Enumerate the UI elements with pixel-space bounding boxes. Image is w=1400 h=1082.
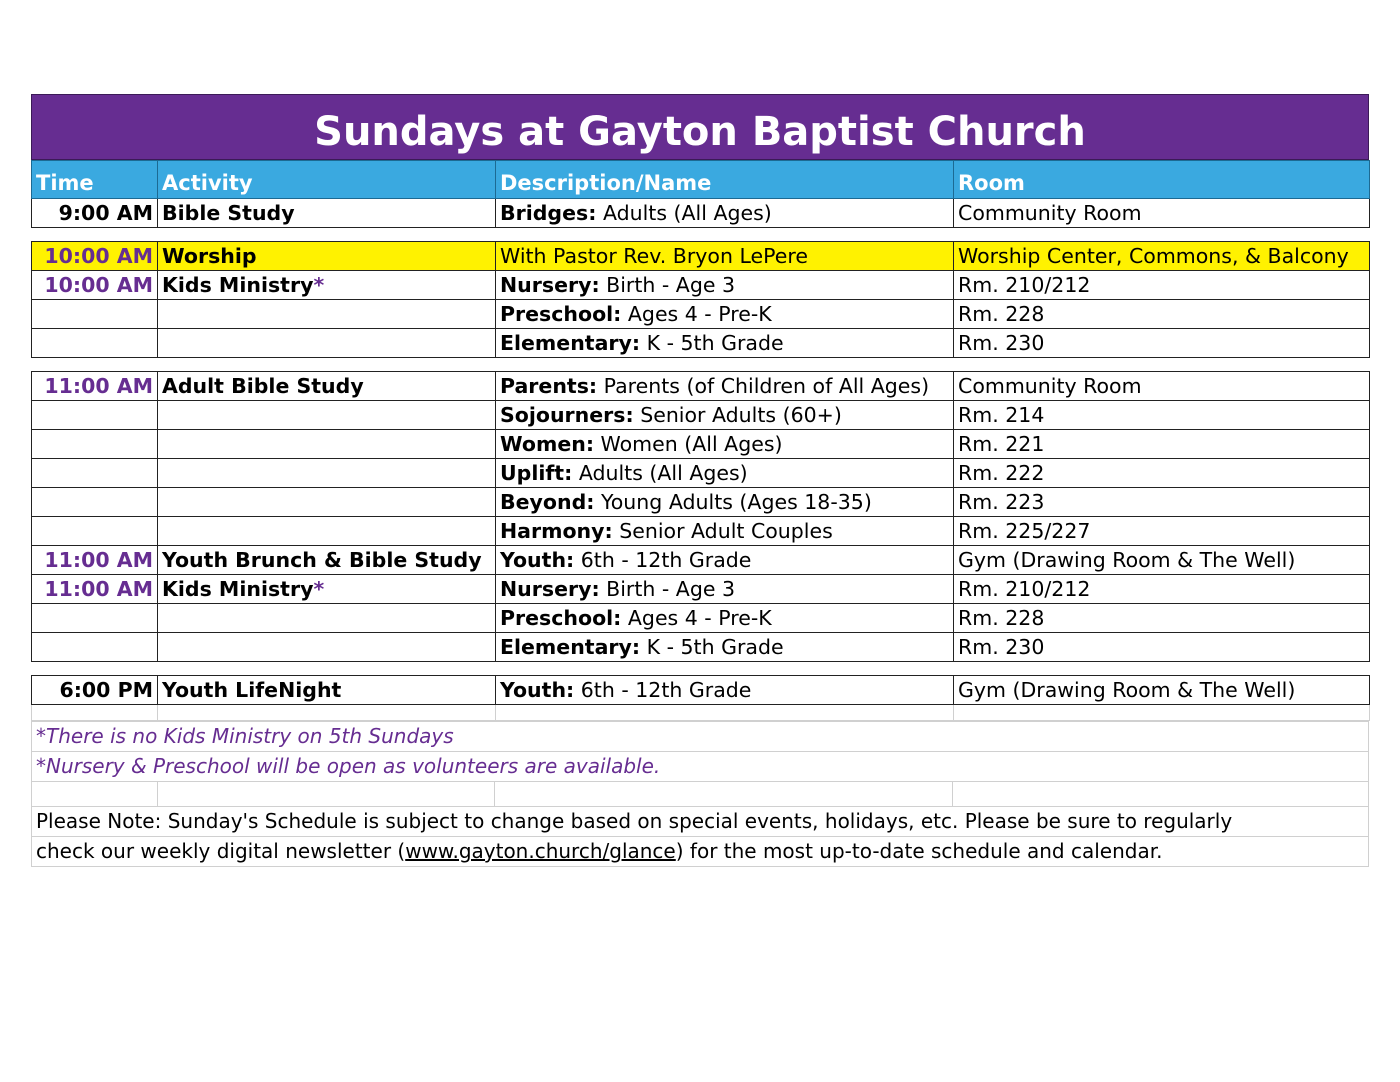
room-cell: Rm. 230 xyxy=(954,329,1370,358)
description-label: Uplift: xyxy=(500,461,573,485)
room-cell: Rm. 214 xyxy=(954,401,1370,430)
description-text: K - 5th Grade xyxy=(640,635,784,659)
room-cell: Rm. 228 xyxy=(954,604,1370,633)
note-prefix: check our weekly digital newsletter ( xyxy=(36,839,406,863)
description-label: Preschool: xyxy=(500,302,622,326)
activity-cell xyxy=(158,300,496,329)
time-cell: 11:00 AM xyxy=(32,372,158,401)
header-room: Room xyxy=(954,161,1370,199)
room-cell: Rm. 223 xyxy=(954,488,1370,517)
description-label: Harmony: xyxy=(500,519,613,543)
spacer-row xyxy=(32,662,1370,676)
description-cell xyxy=(496,271,954,300)
activity-cell: Adult Bible Study xyxy=(158,372,496,401)
activity-cell xyxy=(158,271,496,300)
activity-cell: Youth LifeNight xyxy=(158,676,496,705)
description-text: Adults (All Ages) xyxy=(572,461,748,485)
activity-cell: Worship xyxy=(158,242,496,271)
activity-text: Kids Ministry xyxy=(162,273,314,297)
page-title: Sundays at Gayton Baptist Church xyxy=(31,94,1369,160)
table-row xyxy=(32,459,1370,488)
table-row xyxy=(32,372,1370,401)
description-label: Bridges: xyxy=(500,201,597,225)
table-row xyxy=(32,604,1370,633)
room-cell: Rm. 210/212 xyxy=(954,271,1370,300)
description-label: Preschool: xyxy=(500,606,622,630)
header-description: Description/Name xyxy=(496,161,954,199)
time-cell xyxy=(32,517,158,546)
activity-cell xyxy=(158,401,496,430)
description-label: Nursery: xyxy=(500,273,600,297)
time-cell xyxy=(32,430,158,459)
table-row-highlighted xyxy=(32,242,1370,271)
description-label: Beyond: xyxy=(500,490,595,514)
room-cell: Rm. 225/227 xyxy=(954,517,1370,546)
table-row xyxy=(32,329,1370,358)
schedule-table xyxy=(31,160,1370,721)
description-cell xyxy=(496,329,954,358)
activity-cell: Youth Brunch & Bible Study xyxy=(158,546,496,575)
header-activity: Activity xyxy=(158,161,496,199)
room-cell: Gym (Drawing Room & The Well) xyxy=(954,676,1370,705)
time-cell xyxy=(32,604,158,633)
table-row xyxy=(32,488,1370,517)
description-label: Nursery: xyxy=(500,577,600,601)
room-cell: Community Room xyxy=(954,372,1370,401)
description-text: Senior Adult Couples xyxy=(612,519,833,543)
time-cell xyxy=(32,300,158,329)
room-cell: Rm. 230 xyxy=(954,633,1370,662)
description-text: Ages 4 - Pre-K xyxy=(621,302,772,326)
activity-cell xyxy=(158,517,496,546)
activity-text: Kids Ministry xyxy=(162,577,314,601)
description-label: Women: xyxy=(500,432,595,456)
description-text: Adults (All Ages) xyxy=(596,201,772,225)
description-label: Elementary: xyxy=(500,331,641,355)
activity-cell xyxy=(158,329,496,358)
activity-cell xyxy=(158,459,496,488)
table-row xyxy=(32,676,1370,705)
description-text: Women (All Ages) xyxy=(594,432,783,456)
activity-cell xyxy=(158,430,496,459)
time-cell: 10:00 AM xyxy=(32,242,158,271)
room-cell: Community Room xyxy=(954,199,1370,228)
table-row xyxy=(32,546,1370,575)
room-cell: Gym (Drawing Room & The Well) xyxy=(954,546,1370,575)
activity-cell xyxy=(158,575,496,604)
activity-cell xyxy=(158,633,496,662)
room-cell: Rm. 222 xyxy=(954,459,1370,488)
room-cell: Rm. 210/212 xyxy=(954,575,1370,604)
description-cell xyxy=(496,676,954,705)
table-row xyxy=(32,430,1370,459)
description-text: Young Adults (Ages 18-35) xyxy=(594,490,872,514)
table-row xyxy=(32,575,1370,604)
activity-cell: Bible Study xyxy=(158,199,496,228)
description-text: Ages 4 - Pre-K xyxy=(621,606,772,630)
time-cell xyxy=(32,401,158,430)
time-cell xyxy=(32,633,158,662)
description-cell xyxy=(496,517,954,546)
schedule-sheet xyxy=(31,94,1369,867)
description-cell: With Pastor Rev. Bryon LePere xyxy=(496,242,954,271)
time-cell: 10:00 AM xyxy=(32,271,158,300)
empty-row xyxy=(32,705,1370,721)
description-text: Parents (of Children of All Ages) xyxy=(597,374,930,398)
header-row xyxy=(32,161,1370,199)
description-cell xyxy=(496,633,954,662)
table-row xyxy=(32,271,1370,300)
activity-cell xyxy=(158,488,496,517)
description-text: Birth - Age 3 xyxy=(599,577,736,601)
room-cell: Rm. 221 xyxy=(954,430,1370,459)
schedule-note-line-1: Please Note: Sunday's Schedule is subject to change based on special events, holidays, etc. Please be sure to regularly xyxy=(32,807,1368,837)
description-text: 6th - 12th Grade xyxy=(574,548,752,572)
description-text: K - 5th Grade xyxy=(640,331,784,355)
table-row xyxy=(32,300,1370,329)
time-cell xyxy=(32,329,158,358)
time-cell xyxy=(32,488,158,517)
note-suffix: ) for the most up-to-date schedule and calendar. xyxy=(675,839,1163,863)
description-cell xyxy=(496,488,954,517)
table-row xyxy=(32,401,1370,430)
description-text: 6th - 12th Grade xyxy=(574,678,752,702)
description-label: Parents: xyxy=(500,374,598,398)
spacer-row xyxy=(32,358,1370,372)
footnote-nursery: *Nursery & Preschool will be open as volunteers are available. xyxy=(32,752,1368,782)
description-text: Birth - Age 3 xyxy=(599,273,736,297)
table-row xyxy=(32,199,1370,228)
room-cell: Worship Center, Commons, & Balcony xyxy=(954,242,1370,271)
time-cell xyxy=(32,459,158,488)
description-cell xyxy=(496,300,954,329)
footnote-kids-ministry: *There is no Kids Ministry on 5th Sundays xyxy=(32,722,1368,752)
description-label: Elementary: xyxy=(500,635,641,659)
time-cell: 6:00 PM xyxy=(32,676,158,705)
description-label: Youth: xyxy=(500,678,575,702)
description-cell xyxy=(496,546,954,575)
description-cell xyxy=(496,459,954,488)
footnote-star: * xyxy=(313,273,325,297)
time-cell: 11:00 AM xyxy=(32,546,158,575)
table-row xyxy=(32,633,1370,662)
footnote-star: * xyxy=(313,577,325,601)
spacer-row xyxy=(32,228,1370,242)
notes-section xyxy=(31,721,1369,867)
time-cell: 11:00 AM xyxy=(32,575,158,604)
activity-cell xyxy=(158,604,496,633)
description-cell xyxy=(496,401,954,430)
description-cell xyxy=(496,199,954,228)
empty-row xyxy=(32,782,1368,807)
time-cell: 9:00 AM xyxy=(32,199,158,228)
description-label: Sojourners: xyxy=(500,403,634,427)
description-cell xyxy=(496,604,954,633)
description-cell xyxy=(496,575,954,604)
header-time: Time xyxy=(32,161,158,199)
description-text: Senior Adults (60+) xyxy=(633,403,842,427)
room-cell: Rm. 228 xyxy=(954,300,1370,329)
schedule-note-line-2 xyxy=(32,837,1368,866)
description-cell xyxy=(496,372,954,401)
description-label: Youth: xyxy=(500,548,575,572)
table-row xyxy=(32,517,1370,546)
description-cell xyxy=(496,430,954,459)
newsletter-link[interactable]: www.gayton.church/glance xyxy=(405,839,676,863)
